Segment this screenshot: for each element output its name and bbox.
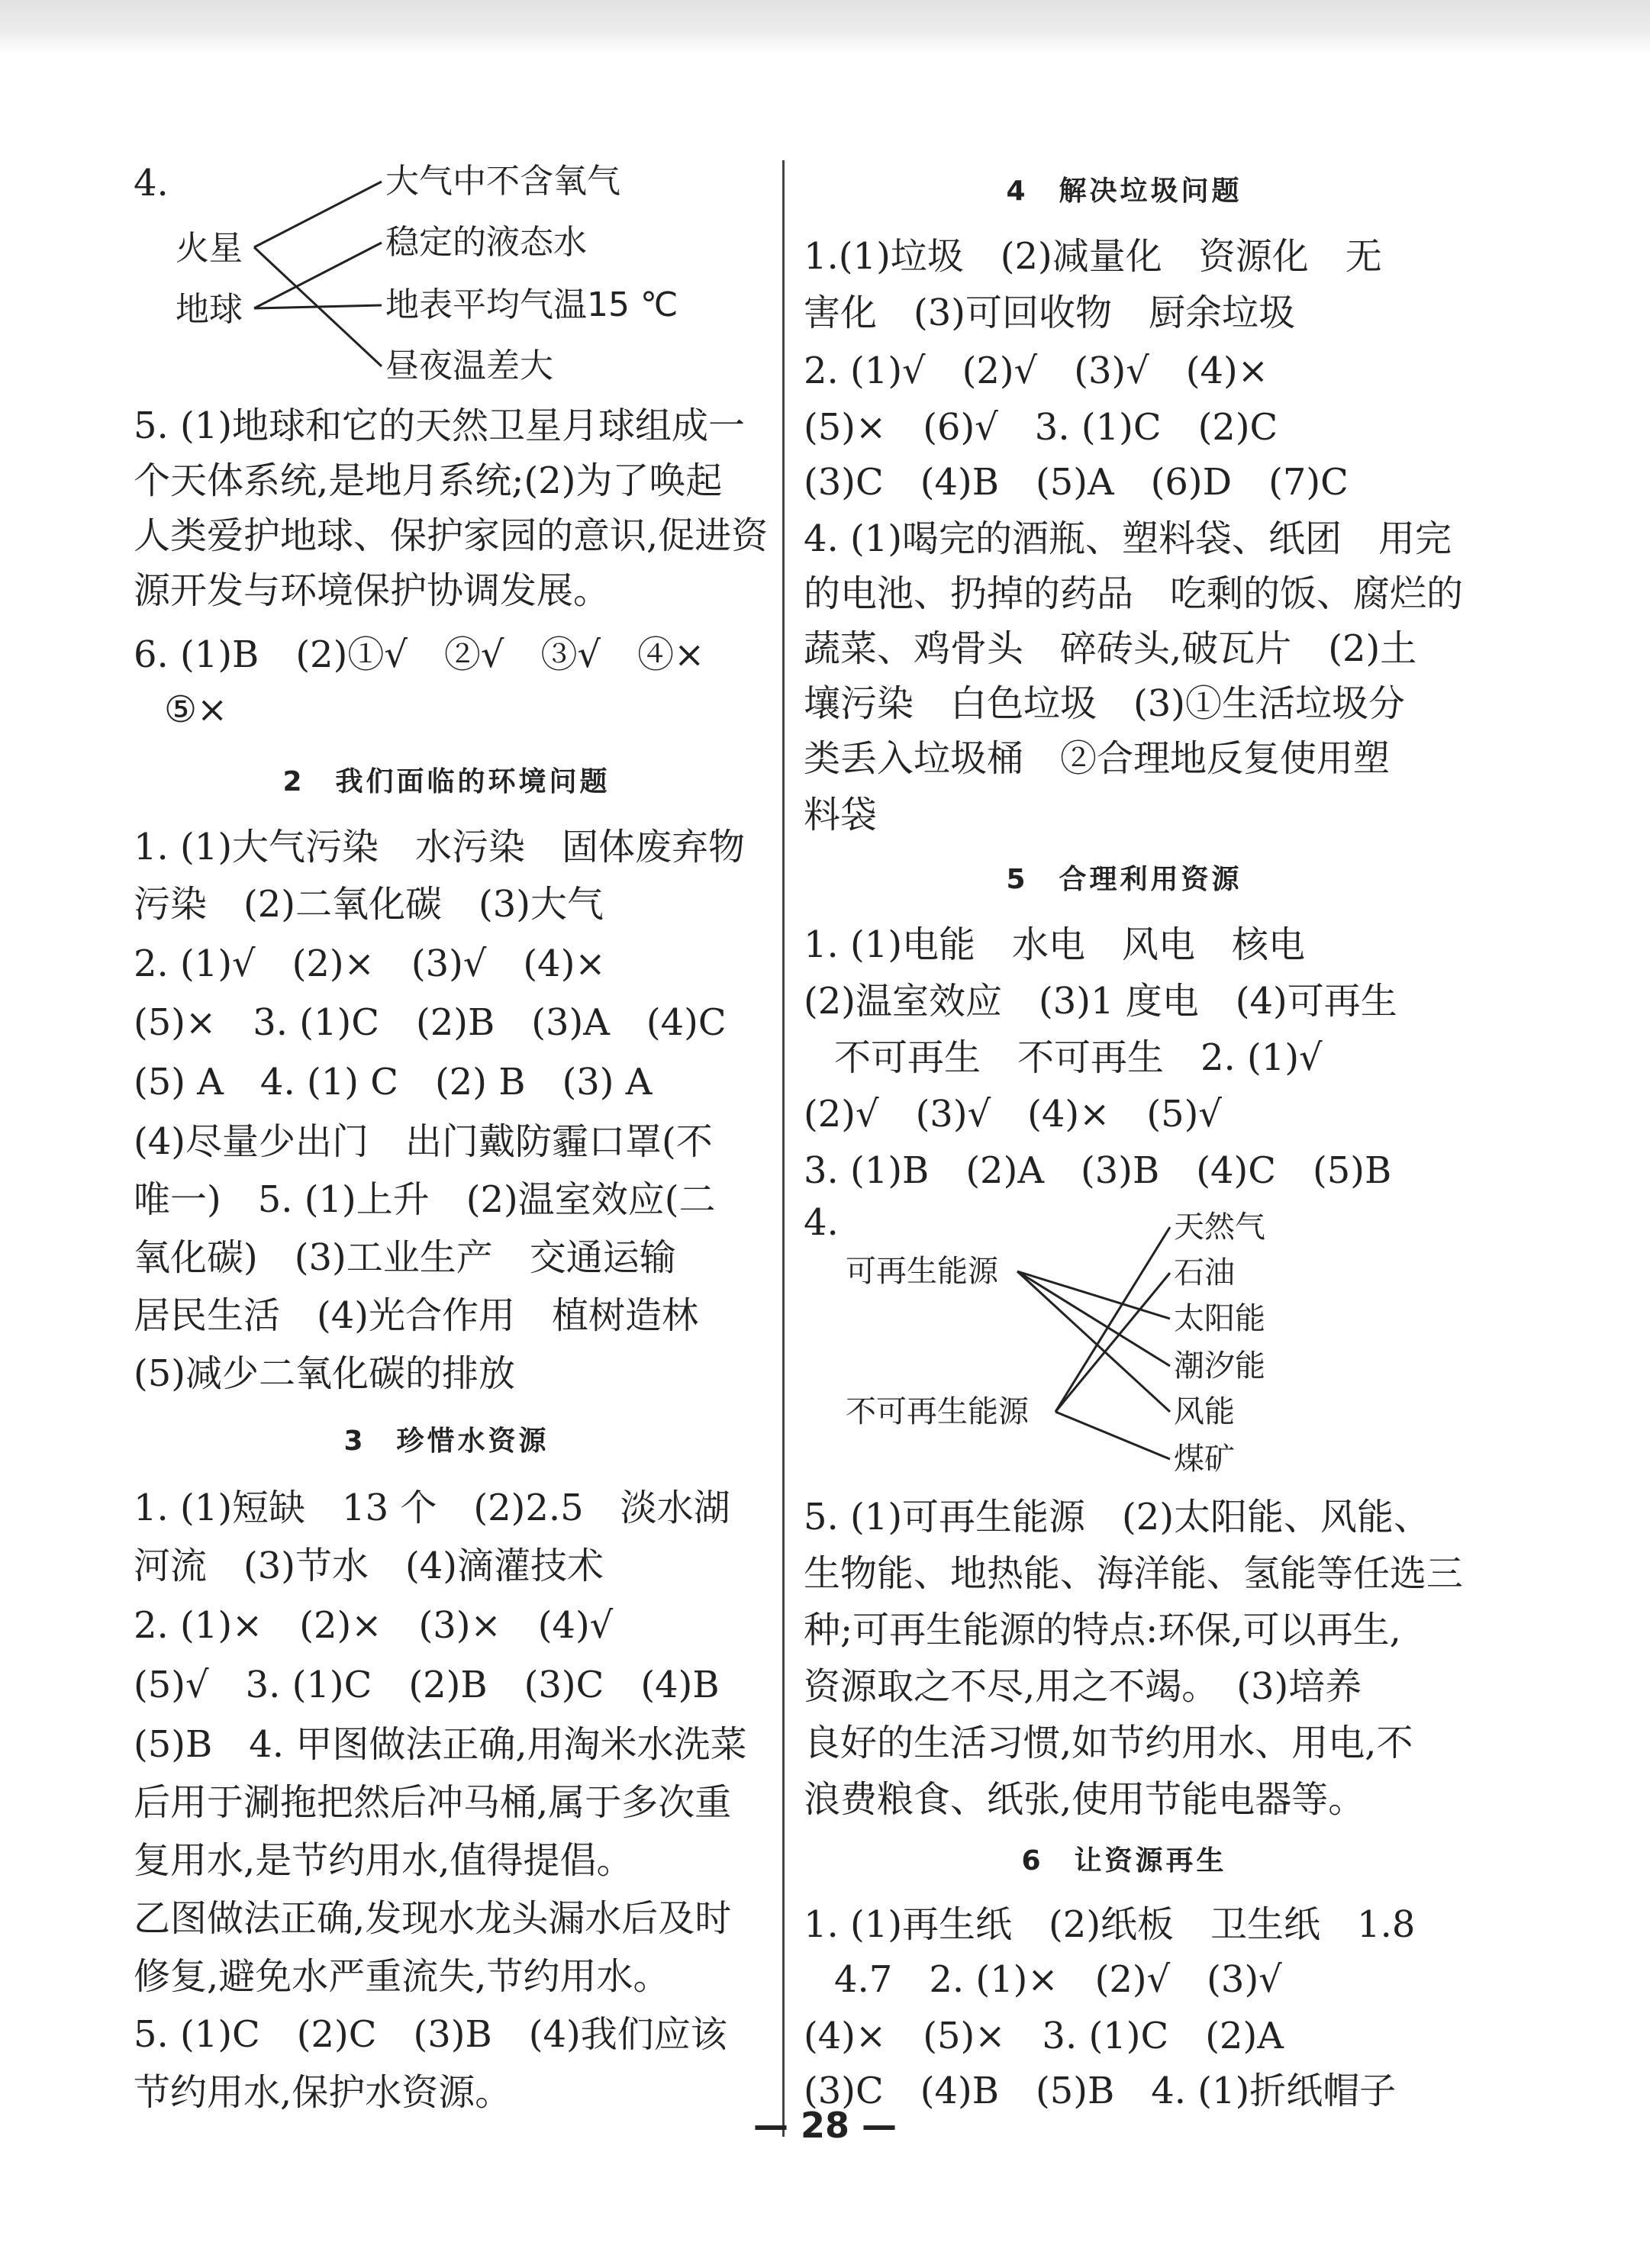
match-line <box>254 182 382 247</box>
answer-line: 源开发与环境保护协调发展。 <box>134 569 611 612</box>
match-line <box>1055 1273 1170 1412</box>
match-line <box>1055 1227 1170 1412</box>
answer-line: 料袋 <box>804 794 878 836</box>
answer-line: 蔬菜、鸡骨头 碎砖头,破瓦片 (2)土 <box>804 627 1417 670</box>
answer-line: 1.(1)垃圾 (2)减量化 资源化 无 <box>804 235 1382 278</box>
answer-line: 人类爱护地球、保护家园的意识,促进资 <box>134 514 769 557</box>
answer-line: 污染 (2)二氧化碳 (3)大气 <box>134 883 604 926</box>
answer-line: 6. (1)B (2)①√ ②√ ③√ ④× <box>134 633 705 676</box>
match-right-coal: 煤矿 <box>1174 1442 1235 1477</box>
answer-line: (5)× (6)√ 3. (1)C (2)C <box>804 406 1278 449</box>
question-4-label: 4. <box>134 162 169 205</box>
match-right-solar: 太阳能 <box>1174 1301 1265 1336</box>
answer-line: 复用水,是节约用水,值得提倡。 <box>134 1839 633 1882</box>
answer-line: (5)√ 3. (1)C (2)B (3)C (4)B <box>134 1664 720 1706</box>
answer-line: (5)× 3. (1)C (2)B (3)A (4)C <box>134 1001 727 1044</box>
match-line <box>1017 1271 1170 1412</box>
question-4-label: 4. <box>804 1201 839 1244</box>
match-left-nonrenewable: 不可再生能源 <box>846 1394 1029 1429</box>
answer-line: 修复,避免水严重流失,节约用水。 <box>134 1955 670 1998</box>
answer-line: 4.7 2. (1)× (2)√ (3)√ <box>834 1958 1282 2001</box>
section-title-5: 5 合理利用资源 <box>1006 864 1242 895</box>
section-title-4: 4 解决垃圾问题 <box>1006 176 1242 207</box>
answer-line: 唯一) 5. (1)上升 (2)温室效应(二 <box>134 1178 716 1221</box>
answer-line: (5)减少二氧化碳的排放 <box>134 1352 515 1395</box>
answer-line: ⑤× <box>164 688 228 731</box>
match-right-4: 昼夜温差大 <box>385 346 553 385</box>
answer-line: 资源取之不尽,用之不竭。 (3)培养 <box>804 1665 1362 1708</box>
answer-line: 2. (1)× (2)× (3)× (4)√ <box>134 1604 614 1647</box>
answer-line: 1. (1)再生纸 (2)纸板 卫生纸 1.8 <box>804 1903 1416 1946</box>
page-number: — 28 — <box>752 2105 898 2146</box>
answer-line: 河流 (3)节水 (4)滴灌技术 <box>134 1545 604 1587</box>
answer-line: 3. (1)B (2)A (3)B (4)C (5)B <box>804 1149 1392 1192</box>
section-title-3: 3 珍惜水资源 <box>343 1426 549 1457</box>
match-right-oil: 石油 <box>1174 1255 1235 1290</box>
answer-line: (4)尽量少出门 出门戴防霾口罩(不 <box>134 1120 713 1163</box>
answer-line: (5)B 4. 甲图做法正确,用淘米水洗菜 <box>134 1723 747 1766</box>
match-left-earth: 地球 <box>176 290 243 329</box>
match-right-1: 大气中不含氧气 <box>385 162 620 201</box>
answer-line: 的电池、扔掉的药品 吃剩的饭、腐烂的 <box>804 572 1464 615</box>
answer-line: (3)C (4)B (5)B 4. (1)折纸帽子 <box>804 2070 1397 2112</box>
answer-line: 害化 (3)可回收物 厨余垃圾 <box>804 292 1295 334</box>
answer-line: (2)√ (3)√ (4)× (5)√ <box>804 1093 1222 1136</box>
answer-line: 5. (1)地球和它的天然卫星月球组成一 <box>134 404 746 447</box>
section-title-6: 6 让资源再生 <box>1021 1845 1227 1877</box>
match-left-renewable: 可再生能源 <box>846 1254 998 1289</box>
answer-line: 乙图做法正确,发现水龙头漏水后及时 <box>134 1897 732 1940</box>
answer-line: 生物能、地热能、海洋能、氢能等任选三 <box>804 1552 1464 1595</box>
answer-line: 节约用水,保护水资源。 <box>134 2071 512 2114</box>
answer-line: 氧化碳) (3)工业生产 交通运输 <box>134 1236 676 1279</box>
match-right-gas: 天然气 <box>1174 1210 1265 1245</box>
answer-line: 2. (1)√ (2)× (3)√ (4)× <box>134 942 606 985</box>
answer-line: (3)C (4)B (5)A (6)D (7)C <box>804 461 1349 504</box>
match-line <box>254 305 382 308</box>
match-right-3: 地表平均气温15 ℃ <box>385 285 678 324</box>
answer-line: 居民生活 (4)光合作用 植树造林 <box>134 1294 698 1337</box>
match-right-tidal: 潮汐能 <box>1174 1348 1265 1384</box>
matching-lines-planets <box>134 0 759 458</box>
answer-line: 种;可再生能源的特点:环保,可以再生, <box>804 1609 1401 1651</box>
match-right-wind: 风能 <box>1174 1394 1235 1429</box>
answer-line: 5. (1)C (2)C (3)B (4)我们应该 <box>134 2013 727 2056</box>
match-line <box>254 243 382 308</box>
answer-line: 良好的生活习惯,如节约用水、用电,不 <box>804 1722 1413 1764</box>
matching-lines-energy <box>804 0 1445 1526</box>
answer-line: (2)温室效应 (3)1 度电 (4)可再生 <box>804 980 1397 1023</box>
match-line <box>1017 1271 1170 1319</box>
column-divider <box>782 160 785 2137</box>
answer-line: 1. (1)短缺 13 个 (2)2.5 淡水湖 <box>134 1487 730 1529</box>
answer-line: 4. (1)喝完的酒瓶、塑料袋、纸团 用完 <box>804 517 1452 560</box>
answer-line: 个天体系统,是地月系统;(2)为了唤起 <box>134 459 723 502</box>
answer-line: 2. (1)√ (2)√ (3)√ (4)× <box>804 350 1269 392</box>
match-line <box>1055 1412 1170 1459</box>
answer-line: 1. (1)电能 水电 风电 核电 <box>804 923 1306 966</box>
answer-line: 不可再生 不可再生 2. (1)√ <box>834 1036 1323 1079</box>
match-right-2: 稳定的液态水 <box>385 223 587 262</box>
answer-line: (5) A 4. (1) C (2) B (3) A <box>134 1061 653 1103</box>
answer-line: 1. (1)大气污染 水污染 固体废弃物 <box>134 826 746 868</box>
answer-line: 后用于涮拖把然后冲马桶,属于多次重 <box>134 1781 732 1824</box>
answer-line: 浪费粮食、纸张,使用节能电器等。 <box>804 1778 1365 1821</box>
section-title-2: 2 我们面临的环境问题 <box>282 766 611 797</box>
answer-line: (4)× (5)× 3. (1)C (2)A <box>804 2015 1284 2057</box>
answer-line: 类丢入垃圾桶 ②合理地反复使用塑 <box>804 737 1391 780</box>
answer-line: 5. (1)可再生能源 (2)太阳能、风能、 <box>804 1496 1431 1538</box>
answer-line: 壤污染 白色垃圾 (3)①生活垃圾分 <box>804 682 1405 725</box>
match-left-mars: 火星 <box>176 229 243 268</box>
